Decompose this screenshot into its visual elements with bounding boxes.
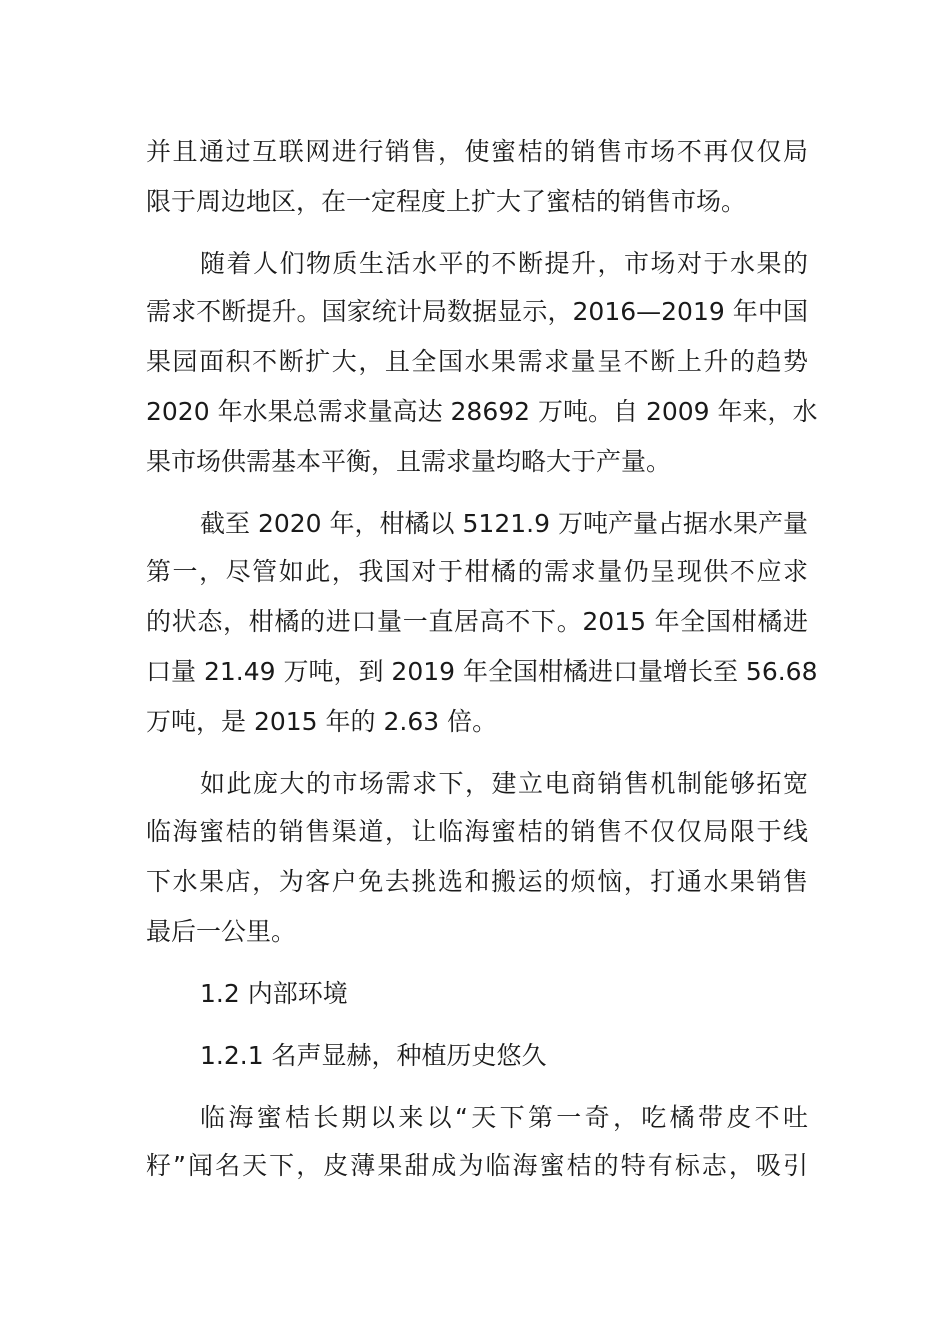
- text-line: 最后一公里。: [146, 917, 297, 946]
- text-line: 并且通过互联网进行销售，使蜜桔的销售市场不再仅仅局: [146, 137, 808, 166]
- text-line: 截至 2020 年，柑橘以 5121.9 万吨产量占据水果产量: [200, 509, 808, 538]
- section-heading: 1.2 内部环境: [200, 979, 348, 1008]
- text-line: 果园面积不断扩大，且全国水果需求量呈不断上升的趋势: [146, 347, 808, 376]
- text-line: 下水果店，为客户免去挑选和搬运的烦恼，打通水果销售: [146, 867, 808, 896]
- text-line: 果市场供需基本平衡，且需求量均略大于产量。: [146, 447, 672, 476]
- text-line: 的状态，柑橘的进口量一直居高不下。2015 年全国柑橘进: [146, 607, 808, 636]
- text-line: 2020 年水果总需求量高达 28692 万吨。自 2009 年来，水: [146, 397, 818, 426]
- text-line: 万吨，是 2015 年的 2.63 倍。: [146, 707, 498, 736]
- text-line: 第一，尽管如此，我国对于柑橘的需求量仍呈现供不应求: [146, 557, 808, 586]
- text-line: 随着人们物质生活水平的不断提升，市场对于水果的: [200, 249, 808, 278]
- text-line: 临海蜜桔长期以来以“天下第一奇，吃橘带皮不吐: [200, 1103, 808, 1132]
- text-line: 临海蜜桔的销售渠道，让临海蜜桔的销售不仅仅局限于线: [146, 817, 808, 846]
- text-line: 限于周边地区，在一定程度上扩大了蜜桔的销售市场。: [146, 187, 747, 216]
- text-line: 如此庞大的市场需求下，建立电商销售机制能够拓宽: [200, 769, 808, 798]
- text-line: 口量 21.49 万吨，到 2019 年全国柑橘进口量增长至 56.68: [146, 657, 818, 686]
- text-line: 需求不断提升。国家统计局数据显示，2016—2019 年中国: [146, 297, 808, 326]
- text-line: 籽”闻名天下，皮薄果甜成为临海蜜桔的特有标志，吸引: [146, 1151, 808, 1180]
- subsection-heading: 1.2.1 名声显赫，种植历史悠久: [200, 1041, 547, 1070]
